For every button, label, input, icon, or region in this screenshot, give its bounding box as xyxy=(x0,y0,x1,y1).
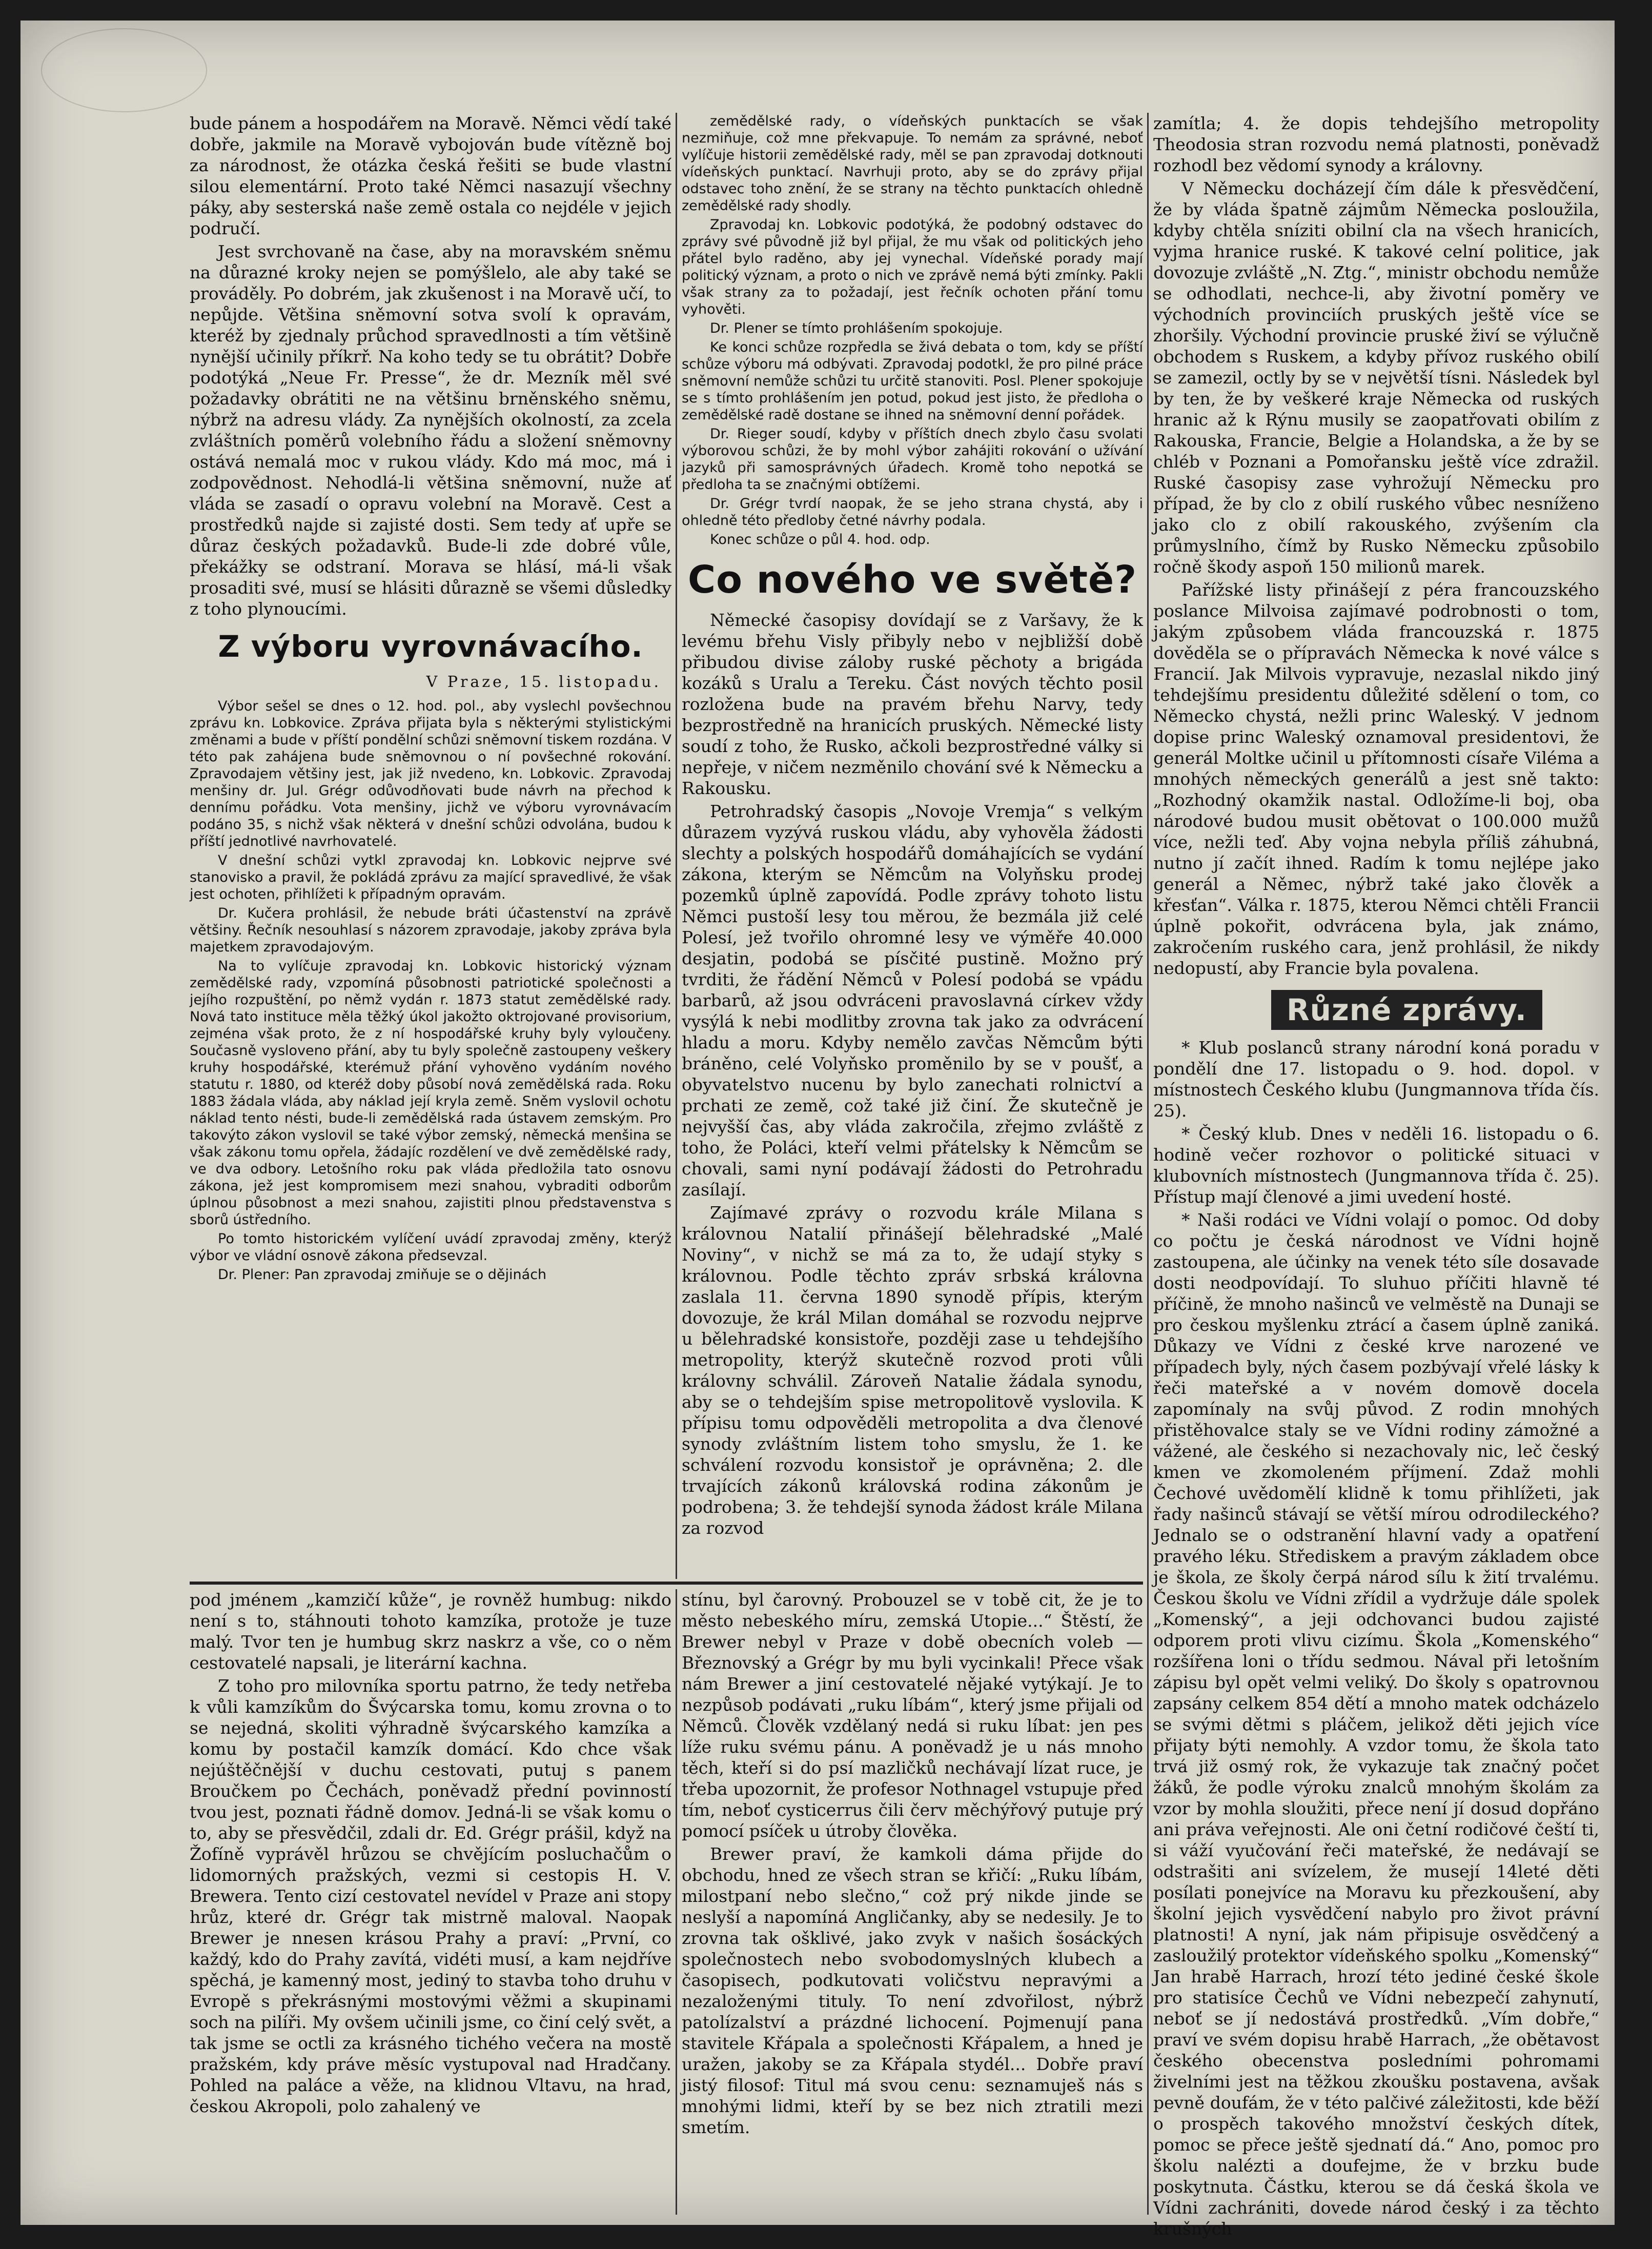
report-paragraph: Dr. Rieger soudí, kdyby v příštích dnech zbylo času svolati výborovou schůzi, že by mohl výbor zahájiti rokování o užívání jazyků při samosprávných úřadech. Kromě toho nepotká se předloha ta se značnými obtížemi. xyxy=(682,426,1143,493)
report-paragraph: zemědělské rady, o vídeňských punktacích se však nezmiňuje, což mne překvapuje. To nemám za správné, neboť vylíčuje historii zemědělské rady, měl se pan zpravodaj dotknouti vídeňských punktací. Navrhuji proto, aby se do zprávy přijal odstavec toho znění, že se strany na těchto punktacích ohledně zemědělské rady shodly. xyxy=(682,113,1143,214)
feuilleton-left xyxy=(190,1589,671,2225)
column-divider xyxy=(676,113,677,1579)
library-stamp xyxy=(41,28,207,112)
report-paragraph: Konec schůze o půl 4. hod. odp. xyxy=(710,532,930,548)
article-paragraph: Německé časopisy dovídají se z Varšavy, že k levému břehu Visly přibyly nebo v nejbližší době přibudou divise záloby ruské pěchoty a brigáda kozáků s Uralu a Tereku. Část nových těchto posil rozložena bude na pravém břehu Narvy, tedy bezprostředně na hranicích pruských. Německé listy soudí z toho, že Rusko, ačkoli bezprostředné války si nepřeje, v ničem nezměnilo chování své k Německu a Rakousku. xyxy=(682,610,1143,798)
article-paragraph: bude pánem a hospodářem na Moravě. Němci vědí také dobře, jakmile na Moravě vybojován bude vítězně boj za národnost, že otázka česká řešiti se bude vlastní silou elementární. Proto také Němci nasazují všechny páky, aby sesterská naše země ostala co nejdéle v jejich područí. xyxy=(190,113,671,238)
article-paragraph: Petrohradský časopis „Novoje Vremja“ s velkým důrazem vyzývá ruskou vládu, aby vyhověla žádosti slechty a polských hospodářů domáhajících se vydání zákona, kterým se Němcům na Volyňsku prodej pozemků úplně zapovídá. Podle zprávy tohoto listu Němci pustoší lesy tou měrou, že bezmála již celé Polesí, jež tvořilo ohromné lesy ve výměře 40.000 desjatin, podobá se písčité pustině. Možno prý tvrditi, že řádění Němců v Polesí podobá se vpádu barbarů, až jsou odvráceni pravoslavná církev vždy vysýlá k nebi modlitby zrovna tak jako za odvrácení hladu a moru. Kdyby nemělo zavčas Němcům býti bráněno, celé Volyňsko proměnilo by se v poušť, a obyvatelstvo nucenu by bylo zanechati rolnictví a prchati ze země, což také již činí. Že skutečně je nejvyšší čas, aby vláda zakročila, zřejmo zvláště z toho, že Poláci, kteří velmi přátelsky k Němcům se chovali, sami nyní podávají žádosti do Petrohradu zasílají. xyxy=(682,801,1143,1200)
feuilleton-paragraph: pod jménem „kamzičí kůže“, je rovněž humbug: nikdo není s to, stáhnouti tohoto kamzíka, protože je tuze malý. Tvor ten je humbug skrz naskrz a vše, co o něm cestovatelé napsali, je literární kachna. xyxy=(190,1590,671,1673)
report-paragraph: Výbor sešel se dnes o 12. hod. pol., aby vyslechl povšechnou zprávu kn. Lobkovice. Zpráva přijata byla s některými stylistickými změnami a bude v příští pondělní schůzi sněmovní tiskem rozdána. V této pak zahájena bude sněmovnou o ní povšechné rokování. Zpravodajem většiny jest, jak již nvedeno, kn. Lobkovic. Zpravodaj menšiny dr. Jul. Grégr odůvodňovati bude návrh na přechod k dennímu pořádku. Vota menšiny, jichž ve výboru vyrovnávacím podáno 35, s nichž však některá v dnešní schůzi odvolána, budou k příští jednotlivé navrhovatelé. xyxy=(190,698,671,849)
feuilleton-paragraph: Brewer praví, že kamkoli dáma přijde do obchodu, hned ze všech stran se křičí: „Ruku líbám, milostpaní nebo slečno,“ což prý nikde jinde se neslyší a napomíná Angličanky, aby se nedesily. Je to zrovna tak ošklivé, jako zvyk v našich šosáckých společnostech nebo svobodomyslných klubech a časopisech, podkutovati voličstvu nepravými a nezaloženými tituly. To není zdvořilost, nýbrž patolízalství a prázdné lichocení. Pojmenují pana stavitele Křápala a společnosti Křápalem, a hned je uražen, jakoby se za Křápala stydél... Dobře praví jistý filosof: Titul má svou cenu: seznamuješ nás s mnohými lidmi, kteří by se bez nich ztratili mezi smetím. xyxy=(682,1844,1143,2137)
news-item: * Naši rodáci ve Vídni volají o pomoc. Od doby co počtu je česká národnost ve Vídni hojně zastoupena, ale účinky na venek této síle dosavade dosti neodpovídají. To sluhuo příčiti hlavně té příčině, že mnoho našinců ve velměstě na Dunaji se pro českou myšlenku ztrácí a časem úplně zaniká. Důkazy ve Vídni z české krve narozené ve případech byly, ných časem pozbývají vřelé lásky k řeči mateřské a v novém domově docela zapomínaly na svůj původ. Z rodin mnohých přistěhovalce staly se ve Vídni rodiny zámožné a vážené, ale českého si nezachovaly nic, leč český kmen ve zkomoleném příjmení. Zdaž mohli Čechové uvědomělí klidně k tomu přihlížeti, jak řady našinců stávají se větší mírou odrodileckého? Jednalo se o odstranění hlavní vady a opatření pravého léku. Střediskem a pravým základem obce je škola, ze školy čerpá národ sílu k žití trvalému. Českou školu ve Vídni zřídil a vydržuje dále spolek „Komenský“, a jeji odchovanci budou zajisté odporem proti vlivu cizímu. Škola „Komenského“ rozšířena loni o třídu sedmou. Nával při letošním zápisu byl opět velmi veliký. Do školy s opatrovnou zapsány celkem 854 dětí a mnoho matek odcházelo se svými dětmi s pláčem, jelikož děti jejich více přijaty býti nemohly. A vzdor tomu, že škola tato trvá již osmý rok, že vykazuje tak značný počet žáků, že podle výroku znalců mnohým školám za vzor by mohla sloužiti, přece není jí dosud dopřáno ani práva veřejnosti. Ale oni četní rodičové čeští ti, si váží vyučování řeči mateřské, že nedávají se odstrašiti ani svízelem, že musejí 14leté děti posílati ponejvíce na Moravu ku přezkoušení, aby školní jejich vysvědčení nabylo pro život právní platnosti! A nyní, jak nám připisuje osvědčený a zasloužilý protektor vídeňského spolku „Komenský“ Jan hrabě Harrach, hrozí této jediné české škole pro statisíce Čechů ve Vídni nebezpečí zahynutí, neboť se jí nedostává prostředků. „Vím dobře,“ praví ve svém dopisu hrabě Harrach, „že obětavost českého obecenstva posledními pohromami živelními jest na těžkou zkoušku postavena, avšak pevně doufám, že v této palčivé záležitosti, kde běží o prospěch takového množství českých dítek, pomoc se přece ještě sjednatí dá.“ Ano, pomoc pro školu nalézti a doufejme, že v brzku bude poskytnuta. Částku, kterou se dá česká škola ve Vídni zachrániti, dovede národ český i za těchto krušných xyxy=(1153,1210,1599,2239)
article-paragraph: zamítla; 4. že dopis tehdejšího metropolity Theodosia stran rozvodu nemá platnosti, poněvadž rozhodl bez vědomí synody a královny. xyxy=(1153,113,1599,175)
article-paragraph: Zajímavé zprávy o rozvodu krále Milana s královnou Natalií přinášejí bělehradské „Malé Noviny“, v nichž se má za to, že udají styky s královnou. Podle těchto zpráv srbská královna zaslala 11. června 1890 synodě přípis, kterým dovozuje, že král Milan domáhal se rozvodu nejprve u bělehradské konsistoře, později zase u tehdejšího metropolity, kterýž skutečně rozvod proti vůli královny schválil. Zároveň Natalie žádala synodu, aby se o tehdejším spise metropolitově vyslovila. K přípisu tomu odpověděli metropolita a dva členové synody zvláštním listem toho smyslu, že 1. ke schválení rozvodu konsistoř je oprávněna; 2. dle trvajících zákonů královská rodina zákonům je podrobena; 3. že tehdejší synoda žádost krále Milana za rozvod xyxy=(682,1203,1143,1538)
report-paragraph: Dr. Plener: Pan zpravodaj zmiňuje se o dějinách xyxy=(218,1267,547,1283)
report-paragraph: Zpravodaj kn. Lobkovic podotýká, že podobný odstavec do zprávy své původně již byl přijal, že mu však od politických jeho přátel bylo raděno, aby jej vynechal. Vídeňské porady mají politický význam, a proto o nich ve zprávě nemá býti zmínky. Pakli však strany za to požadají, jest řečník ochoten přání tomu vyhověti. xyxy=(682,217,1143,317)
section-heading: Různé zprávy. xyxy=(1271,990,1542,1030)
article-paragraph: Jest svrchovaně na čase, aby na moravském sněmu na důrazné kroky nejen se pomýšlelo, ale aby také se prováděly. Po dobrém, jak zkušenost i na Moravě učí, to nepůjde. Většina sněmovní sotva svolí k opravám, kteréž by zjednaly průchod spravedlnosti a tím většině nynější učinily příkrř. Na koho tedy se tu obrátit? Dobře podotýká „Neue Fr. Presse“, že dr. Mezník měl své požadavky obrátiti ne na většinu brněnského sněmu, nýbrž na adresu vlády. Za nynějších okolností, za zcela zvláštních poměrů volebního řádu a složení sněmovny ostává nemalá moc v rukou vlády. Kdo má moc, má i zodpovědnost. Nehodlá-li většina sněmovní, nuže ať vláda se zasadí o opravu volební na Moravě. Cest a prostředků najde si zajisté dosti. Sem tedy ať upře se důraz českých požadavků. Bude-li zde dobré vůle, překážky se odstraní. Morava se hlásí, má-li však prosaditi své, musí se hlásiti důrazně se všemi důsledky z toho plynoucími. xyxy=(190,241,671,619)
report-paragraph: Na to vylíčuje zpravodaj kn. Lobkovic historický význam zemědělské rady, vzpomíná působnosti patriotické společnosti a jejího rozpuštění, po němž vydán r. 1873 statut zemědělské rady. Nová tato instituce měla těžký úkol jakožto oktrojované provisorium, zejména však proto, že z ní hospodářské kruhy byly vyloučeny. Současně vysloveno přání, aby tu byly společně zastoupeny veškery kruhy hospodářské, kterémuž přání vyhověno vydáním nového statutu r. 1880, od kteréž doby působí nová zemědělská rada. Roku 1883 žádala vláda, aby náklad její kryla země. Sněm vyslovil ochotu náklad tento nésti, bude-li zemědělská rada ústavem zemským. Pro takovýto zákon vyslovil se také výbor zemský, německá menšina se však zákonu tomu opřela, žádajíc rozdělení ve dvě zemědělské rady, ve dva odbory. Letošního roku pak vláda předložila tato osnovu zákona, jež jest kompromisem mezi snahou, vybraditi odborům úplnou působnost a mezi snahou, zajistiti plnou představenstva s sborů ústředního. xyxy=(190,958,671,1228)
article-paragraph: Pařížské listy přinášejí z péra francouzského poslance Milvoisa zajímavé podrobnosti o tom, jakým způsobem vláda francouzská r. 1875 dověděla se o přípravách Německa k nové válce s Francií. Jak Milvois vypravuje, nezaslal nikdo jiný tehdejšímu presidentu důležité sdělení o tom, co Německo chystá, nežli princ Waleský. V jednom dopise princ Waleský oznamoval presidentovi, že generál Moltke učinil u přítomnosti císaře Viléma a mnohých německých generálů a jest sně takto: „Rozhodný okamžik nastal. Odložíme-li boj, oba národové budou musit obětovat o 100.000 mužů více, nežli teď. Aby vojna nebyla příliš záhubná, nutno jí začít ihned. Radím k tomu nejlépe jako generál a Němec, nýbrž také jako člověk a křesťan“. Válka r. 1875, kterou Němci chtěli Francii úplně pokořit, odvrácena byla, jak známo, zakročením ruského cara, jenž prohlásil, že nikdy nedopustí, aby Francie byla povalena. xyxy=(1153,580,1599,978)
article-paragraph: V Německu docházejí čím dále k přesvědčení, že by vláda špatně zájmům Německa posloužila, kdyby chtěla sníziti obilní cla na všech hranicích, vyjma hranice ruské. K takové celní politice, jak dovozuje zvláště „N. Ztg.“, ministr obchodu nemůže se odhodlati, nechce-li, aby životní poměry ve východních provinciích pruských ještě více se zhoršily. Východní provincie pruské živí se výlučně obchodem s Ruskem, a kdyby přívoz ruského obilí se zamezil, octly by se v největší tísni. Následek byl by ten, že by veškeré kraje Německa od ruských hranic až k Rýnu musily se zaopatřovati obilím z Rakouska, Francie, Belgie a Holandska, a že by se chléb v Poznani a Pomořansku ještě více zdražil. Ruské časopisy zase vyhrožují Německu pro případ, že by clo z obilí ruského vůbec nesníženo jako clo z obilí rakouského, zvýšením cla průmyslního, čímž by Rusko Německu způsobilo ročně škody aspoň 150 milionů marek. xyxy=(1153,178,1599,577)
feuilleton-middle xyxy=(682,1589,1143,2225)
column-divider xyxy=(676,1589,677,2215)
newspaper-page xyxy=(21,21,1615,2239)
column-divider xyxy=(1147,113,1149,2215)
feuilleton-paragraph: Z toho pro milovníka sportu patrno, že tedy netřeba k vůli kamzíkům do Švýcarska tomu, komu zrovna o to se nejedná, skoliti výhradně švýcarského kamzíka a komu by postačil kamzík domácí. Kdo chce však nejúštěčnější v duchu cestovati, putuj s panem Broučkem po Čechách, poněvadž přední povinností tvou jest, poznati řádně domov. Jedná-li se však komu o to, aby se přesvědčil, zdali dr. Ed. Grégr prášil, když na Žofíně vyprávěl hrůzou se chvějícím posluchačům o lidomorných pražských, vezmi si cestopis H. V. Brewera. Tento cizí cestovatel nevídel v Praze ani stopy hrůz, které dr. Grégr tak mistrně maloval. Naopak Brewer je nnesen krásou Prahy a praví: „První, co každý, kdo do Prahy zavítá, vidéti musí, a kam nejdříve spěchá, je kamenný most, jediný to stavba toho druhu v Evropě s překrásnými mostovými věžmi a skupinami soch na pilíři. My ovšem učinili jsme, co činí celý svět, a tak jsme se octli za krásného tichého večera na mostě pražském, kdy práve měsíc vystupoval nad Hradčany. Pohled na paláce a věže, na klidnou Vltavu, na hrad, českou Akropoli, polo zahalený ve xyxy=(190,1676,671,2116)
section-heading: Co nového ve světě? xyxy=(687,558,1137,602)
report-paragraph: Dr. Plener se tímto prohlášením spokojuje. xyxy=(710,320,1003,336)
feuilleton-paragraph: stínu, byl čarovný. Probouzel se v tobě cit, že je to město nebeského míru, zemská Utopie...“ Štěstí, že Brewer nebyl v Praze v době obecních voleb — Březnovský a Grégr by mu byli vycinkali! Přece však nám Brewer a jiní cestovatelé nějaké vytýkají. Je to nezpůsob podávati „ruku líbám“, který jsme přijali od Němců. Člověk vzdělaný nedá si ruku líbat: jen pes líže ruku svému pánu. A poněvadž je u nás mnoho těch, kteří si do psí mazličků nechávají lízat ruce, je třeba upozornit, že profesor Nothnagel vstupuje před tím, neboť cysticerrus čili červ měchýřový putuje prý pomocí psíček u útroby člověka. xyxy=(682,1590,1143,1841)
report-paragraph: Dr. Kučera prohlásil, že nebude bráti účastenství na zprávě většiny. Řečník nesouhlasí s názorem zpravodaje, jakoby zpráva byla majetkem zpravodajovým. xyxy=(190,905,671,955)
column-left xyxy=(190,113,671,1589)
dateline: V Praze, 15. listopadu. xyxy=(426,673,661,691)
report-paragraph: V dnešní schůzi vytkl zpravodaj kn. Lobkovic nejprve své stanovisko a pravil, že pokládá zprávu za mající spravedlivé, že však jest ochoten, přihlížeti k případným opravám. xyxy=(190,853,671,902)
news-item: * Klub poslanců strany národní koná poradu v pondělí dne 17. listopadu o 9. hod. dopol. v místnostech Českého klubu (Jungmannova třída čís. 25). xyxy=(1153,1038,1599,1121)
column-middle xyxy=(682,113,1143,1589)
column-right xyxy=(1153,113,1599,2239)
section-heading: Z výboru vyrovnávacího. xyxy=(218,629,643,664)
report-paragraph: Ke konci schůze rozpředla se živá debata o tom, kdy se příští schůze výboru má odbývati. Zpravodaj podotkl, že pro pilné práce sněmovní nemůže schůzi tu určitě stanoviti. Posl. Plener spokojuje se s tímto prohlášením jen potud, pokud jest jisto, že předloha o zemědělské radě dostane se ihned na sněmovní denní pořádek. xyxy=(682,339,1143,423)
report-paragraph: Dr. Grégr tvrdí naopak, že se jeho strana chystá, aby i ohledně této předloby četné návrhy podala. xyxy=(682,496,1143,529)
news-item: * Český klub. Dnes v neděli 16. listopadu o 6. hodině večer rozhovor o politické situaci v klubovních místnostech (Jungmannova třída č. 25). Přístup mají členové a jimi uvedení hosté. xyxy=(1153,1124,1599,1207)
report-paragraph: Po tomto historickém vylíčení uvádí zpravodaj změny, kterýž výbor ve vládní osnově zákona předsevzal. xyxy=(190,1231,671,1264)
